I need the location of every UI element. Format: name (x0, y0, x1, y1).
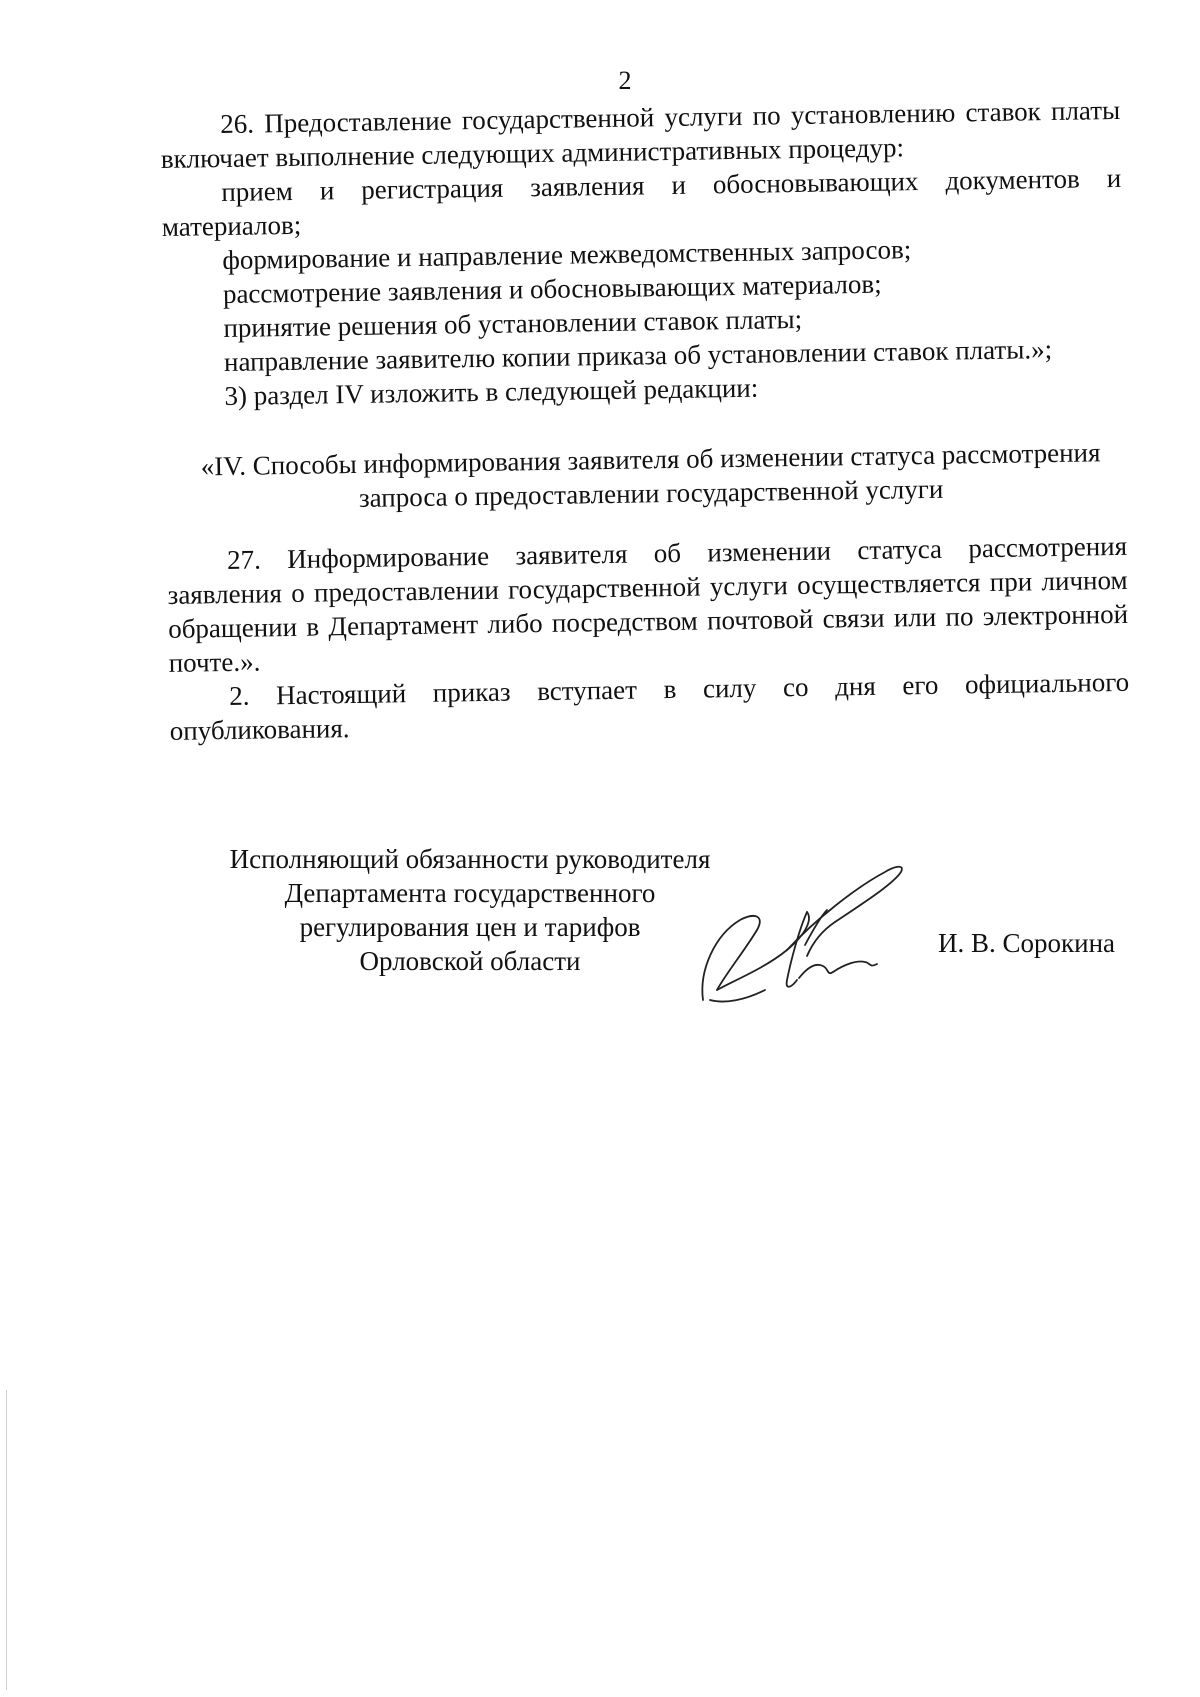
handwritten-signature (695, 850, 925, 1010)
procedure-item-review: рассмотрение заявления и обосновывающих материалов; (222, 268, 882, 310)
paragraph-26-intro: 26. Предоставление государственной услуги по установлению ставок платы включает выполнение следующих административных процедур: (160, 94, 1121, 174)
procedure-item-copy: направление заявителю копии приказа об установлении ставок платы.»; (223, 334, 1053, 378)
paragraph-27: 27. Информирование заявителя об изменении статуса рассмотрения заявления о предоставлении государственной услуги осуществляется при личном обращении в Департамент либо посредством почтовой связи или по электронной почте.». (167, 530, 1129, 678)
signatory-position (205, 842, 735, 978)
scan-edge-divider (6, 1390, 7, 1690)
position-line: Орловской области (359, 946, 581, 976)
procedure-item-requests: формирование и направление межведомственных запросов; (222, 234, 912, 276)
document-body (160, 93, 1130, 748)
procedure-item-decision: принятие решения об установлении ставок платы; (223, 303, 803, 344)
position-line: Департамента государственного (284, 878, 656, 908)
page-number: 2 (618, 66, 632, 95)
position-line: регулирования цен и тарифов (299, 912, 641, 942)
position-line: Исполняющий обязанности руководителя (229, 844, 711, 874)
procedure-item-reception: прием и регистрация заявления и обосновывающих документов и материалов; (161, 162, 1122, 242)
section-iv-heading: «IV. Способы информирования заявителя об изменении статуса рассмотрения запроса о предоставлении государственной услуги (200, 437, 1101, 513)
signatory-name: И. В. Сорокина (938, 928, 1116, 958)
point-3: 3) раздел IV изложить в следующей редакции: (224, 372, 759, 412)
point-2: 2. Настоящий приказ вступает в силу со дня его официального опубликования. (169, 666, 1130, 746)
